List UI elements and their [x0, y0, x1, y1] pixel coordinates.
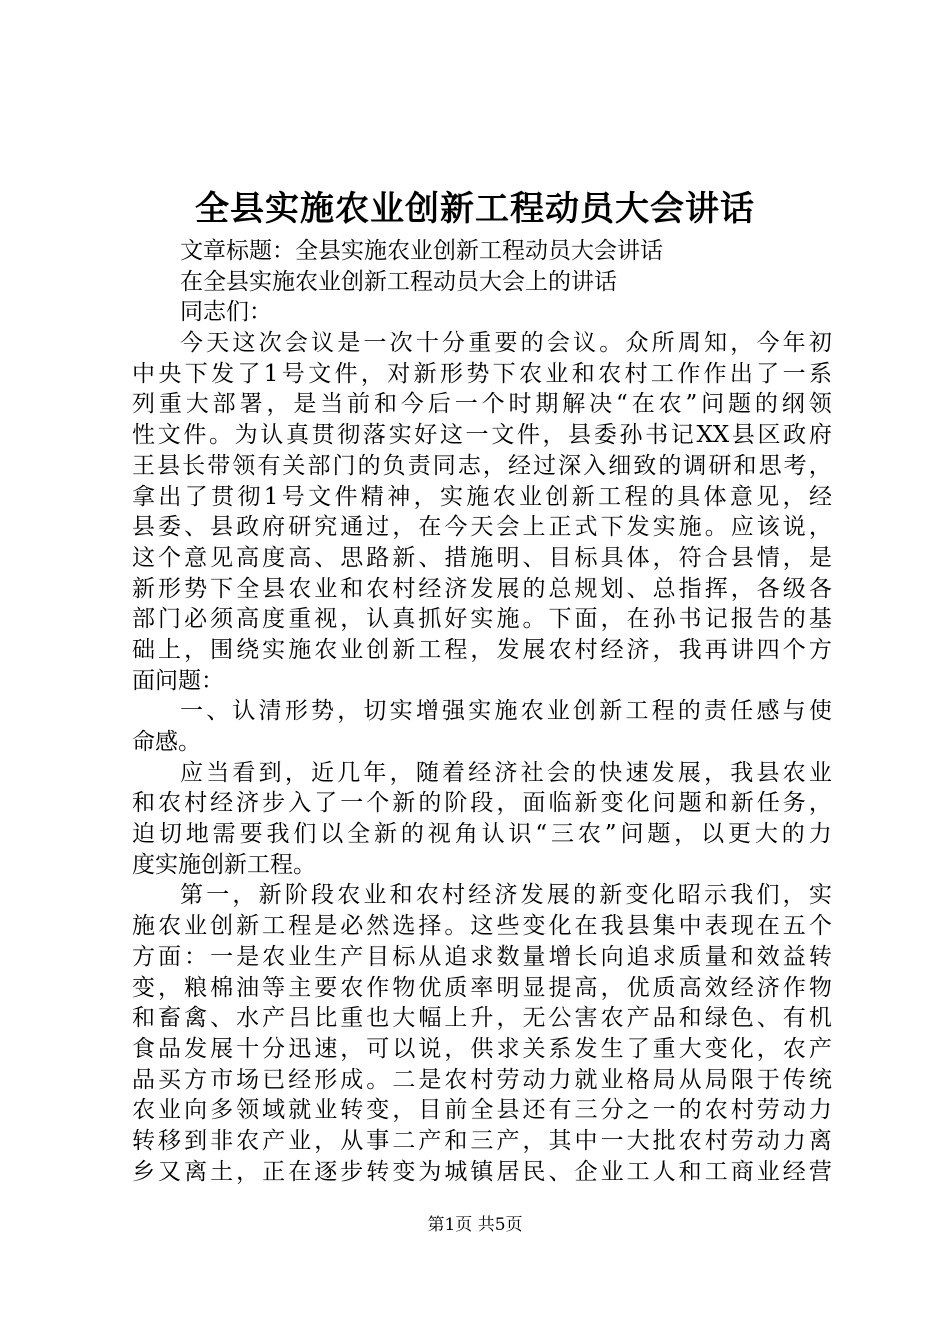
paragraph-line: 和 畜 禽 、 水 产 吕 比 重 也 大 幅 上 升 ， 无 公 害 农 产 品 和 绿 色 、 有 机 — [132, 1005, 832, 1032]
paragraph-line: 性 文 件 。 为 认 真 贯 彻 落 实 好 这 一 文 件 ， 县 委 孙 书 记 XX 县 区 政 府 — [132, 422, 832, 449]
paragraph-line: 新 形 势 下 全 县 农 业 和 农 村 经 济 发 展 的 总 规 划 、 总 指 挥 ， 各 级 各 — [132, 575, 832, 602]
paragraph-line: 变 ， 粮 棉 油 等 主 要 农 作 物 优 质 率 明 显 提 高 ， 优 质 高 效 经 济 作 物 — [132, 974, 832, 1001]
paragraph-line: 和 农 村 经 济 步 入 了 一 个 新 的 阶 段 ， 面 临 新 变 化 问 题 和 新 任 务 ， — [132, 790, 832, 817]
paragraph-line: 部 门 必 须 高 度 重 视 ， 认 真 抓 好 实 施 。 下 面 ， 在 孙 书 记 报 告 的 基 — [132, 606, 832, 633]
document-title: 全县实施农业创新工程动员大会讲话 — [195, 189, 755, 229]
paragraph-line: 命感。 — [132, 729, 201, 755]
paragraph-line: 同志们： — [180, 299, 272, 326]
paragraph-line: 乡 又 离 土 ， 正 在 逐 步 转 变 为 城 镇 居 民 、 企 业 工 人 和 工 商 业 经 营 — [132, 1158, 832, 1185]
paragraph-line: 迫 切 地 需 要 我 们 以 全 新 的 视 角 认 识 “ 三 农 ” 问 题 ， 以 更 大 的 力 — [132, 821, 832, 848]
paragraph-line: 农 业 向 多 领 域 就 业 转 变 ， 目 前 全 县 还 有 三 分 之 一 的 农 村 劳 动 力 — [132, 1097, 832, 1124]
paragraph-line: 王 县 长 带 领 有 关 部 门 的 负 责 同 志 ， 经 过 深 入 细 致 的 调 研 和 思 考 ， — [132, 452, 832, 479]
paragraph-line: 施 农 业 创 新 工 程 是 必 然 选 择 。 这 些 变 化 在 我 县 集 中 表 现 在 五 个 — [132, 913, 832, 940]
paragraph-line: 在全县实施农业创新工程动员大会上的讲话 — [180, 268, 617, 295]
page-number: 第1页 共5页 — [427, 1215, 523, 1235]
paragraph-line: 第 一 ， 新 阶 段 农 业 和 农 村 经 济 发 展 的 新 变 化 昭 示 我 们 ， 实 — [180, 882, 832, 909]
paragraph-line: 应 当 看 到 ， 近 几 年 ， 随 着 经 济 社 会 的 快 速 发 展 ， 我 县 农 业 — [180, 759, 832, 786]
paragraph-line: 县 委 、 县 政 府 研 究 通 过 ， 在 今 天 会 上 正 式 下 发 实 施 。 应 该 说 ， — [132, 514, 832, 541]
paragraph-line: 今 天 这 次 会 议 是 一 次 十 分 重 要 的 会 议 。 众 所 周 知 ， 今 年 初 — [180, 330, 832, 357]
document-body — [132, 236, 832, 1187]
paragraph-line: 转 移 到 非 农 产 业 ， 从 事 二 产 和 三 产 ， 其 中 一 大 批 农 村 劳 动 力 离 — [132, 1127, 832, 1154]
paragraph-line: 面问题： — [132, 667, 224, 694]
paragraph-line: 一 、 认 清 形 势 ， 切 实 增 强 实 施 农 业 创 新 工 程 的 责 任 感 与 使 — [180, 698, 832, 725]
paragraph-line: 食 品 发 展 十 分 迅 速 ， 可 以 说 ， 供 求 关 系 发 生 了 重 大 变 化 ， 农 产 — [132, 1035, 832, 1062]
paragraph-line: 拿 出 了 贯 彻 1 号 文 件 精 神 ， 实 施 农 业 创 新 工 程 的 具 体 意 见 ， 经 — [132, 483, 832, 510]
paragraph-line: 品 买 方 市 场 已 经 形 成 。 二 是 农 村 劳 动 力 就 业 格 局 从 局 限 于 传 统 — [132, 1066, 832, 1093]
paragraph-line: 方 面 ： 一 是 农 业 生 产 目 标 从 追 求 数 量 增 长 向 追 求 质 量 和 效 益 转 — [132, 943, 832, 970]
paragraph-line: 这 个 意 见 高 度 高 、 思 路 新 、 措 施 明 、 目 标 具 体 ， 符 合 县 情 ， 是 — [132, 544, 832, 571]
paragraph-line: 列 重 大 部 署 ， 是 当 前 和 今 后 一 个 时 期 解 决 “ 在 农 ” 问 题 的 纲 领 — [132, 391, 832, 418]
paragraph-line: 中 央 下 发 了 1 号 文 件 ， 对 新 形 势 下 农 业 和 农 村 工 作 作 出 了 一 系 — [132, 360, 832, 387]
paragraph-line: 文章标题：全县实施农业创新工程动员大会讲话 — [180, 238, 663, 264]
paragraph-line: 度实施创新工程。 — [132, 851, 316, 878]
paragraph-line: 础 上 ， 围 绕 实 施 农 业 创 新 工 程 ， 发 展 农 村 经 济 ， 我 再 讲 四 个 方 — [132, 636, 832, 663]
